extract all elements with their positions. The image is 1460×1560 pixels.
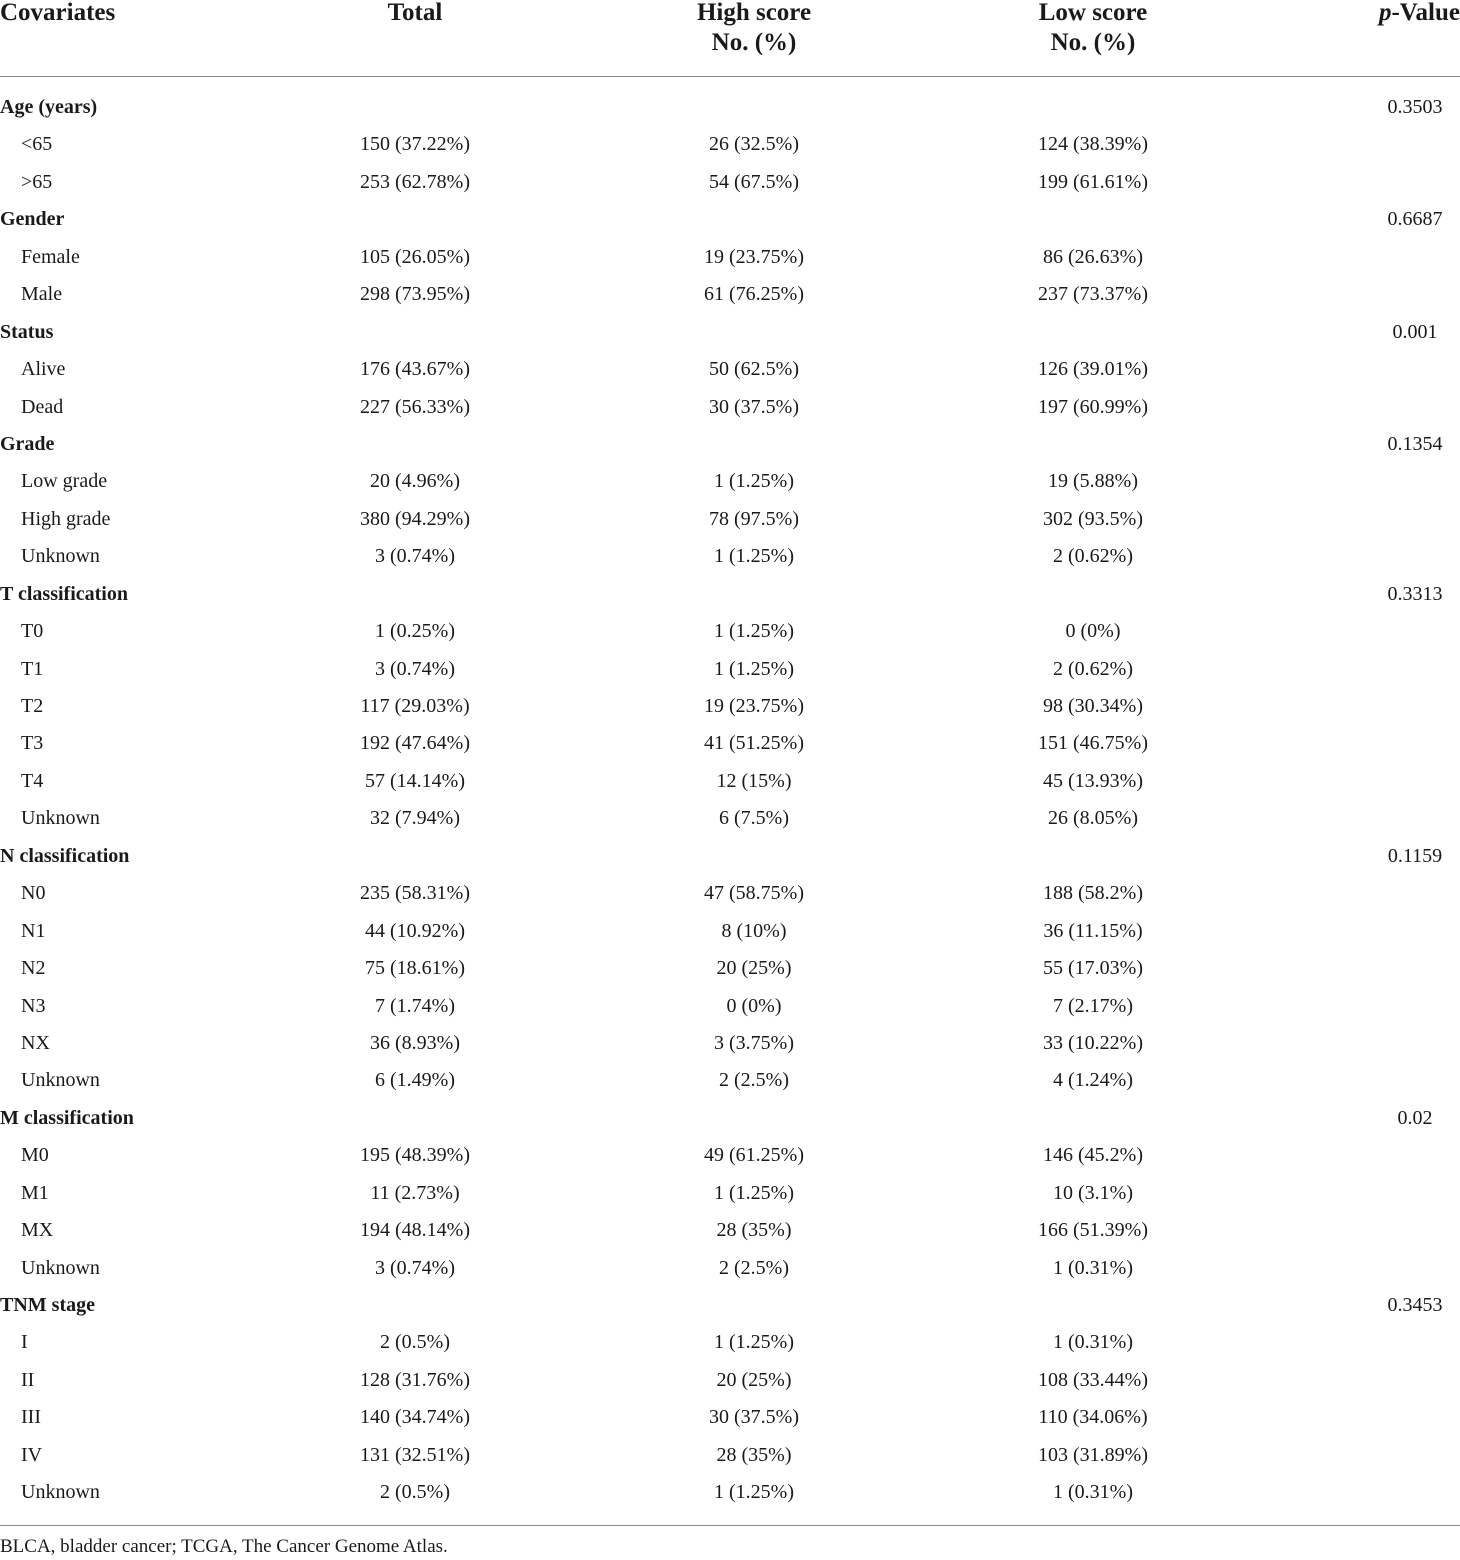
covariate-cell: Status	[0, 320, 54, 343]
covariate-cell: N3	[21, 994, 46, 1017]
covariate-cell: M classification	[0, 1106, 134, 1129]
p-value-cell: 0.001	[1392, 320, 1438, 343]
header-p-rest: -Value	[1391, 0, 1460, 26]
total-cell: 298 (73.95%)	[360, 283, 470, 306]
covariate-cell: Female	[21, 245, 80, 268]
covariate-cell: M0	[21, 1144, 49, 1167]
table-row	[0, 351, 1460, 388]
total-cell: 75 (18.61%)	[365, 957, 465, 980]
total-cell: 128 (31.76%)	[360, 1368, 470, 1391]
p-value-cell: 0.3313	[1387, 582, 1443, 605]
header-p-italic: p	[1378, 0, 1392, 26]
table-row	[0, 988, 1460, 1025]
covariate-cell: M1	[21, 1181, 49, 1204]
low-score-cell: 146 (45.2%)	[1043, 1144, 1143, 1167]
covariate-cell: Grade	[0, 432, 55, 455]
high-score-cell: 12 (15%)	[716, 769, 792, 792]
table-row	[0, 538, 1460, 575]
covariate-cell: Low grade	[21, 470, 108, 493]
total-cell: 194 (48.14%)	[360, 1219, 470, 1242]
high-score-cell: 8 (10%)	[721, 919, 787, 942]
total-cell: 1 (0.25%)	[375, 620, 455, 643]
low-score-cell: 55 (17.03%)	[1043, 957, 1143, 980]
low-score-cell: 199 (61.61%)	[1038, 170, 1148, 193]
table-header	[0, 0, 1460, 76]
high-score-cell: 30 (37.5%)	[709, 1406, 799, 1429]
header-high-score-line2: No. (%)	[711, 29, 797, 56]
table-row	[0, 1474, 1460, 1511]
high-score-cell: 54 (67.5%)	[709, 170, 799, 193]
total-cell: 11 (2.73%)	[370, 1181, 460, 1204]
high-score-cell: 20 (25%)	[716, 1368, 792, 1391]
high-score-cell: 0 (0%)	[726, 994, 782, 1017]
total-cell: 6 (1.49%)	[375, 1069, 455, 1092]
table-body	[0, 89, 1460, 1512]
covariate-cell: Dead	[21, 395, 64, 418]
high-score-cell: 6 (7.5%)	[719, 807, 789, 830]
table-row	[0, 239, 1460, 276]
covariate-cell: N0	[21, 882, 46, 905]
low-score-cell: 1 (0.31%)	[1053, 1331, 1133, 1354]
table-group-row	[0, 201, 1460, 238]
high-score-cell: 19 (23.75%)	[704, 245, 804, 268]
table-row	[0, 763, 1460, 800]
high-score-cell: 1 (1.25%)	[714, 620, 794, 643]
covariate-cell: T3	[21, 732, 44, 755]
total-cell: 7 (1.74%)	[375, 994, 455, 1017]
table-row	[0, 800, 1460, 837]
low-score-cell: 110 (34.06%)	[1038, 1406, 1148, 1429]
high-score-cell: 19 (23.75%)	[704, 695, 804, 717]
low-score-cell: 302 (93.5%)	[1043, 507, 1143, 530]
high-score-cell: 41 (51.25%)	[704, 732, 804, 755]
table-row	[0, 688, 1460, 725]
covariate-cell: T1	[21, 657, 44, 680]
footer-divider	[0, 1525, 1460, 1526]
high-score-cell: 78 (97.5%)	[709, 507, 799, 530]
low-score-cell: 36 (11.15%)	[1043, 919, 1143, 942]
low-score-cell: 124 (38.39%)	[1038, 133, 1148, 156]
table-row	[0, 1437, 1460, 1474]
table-row	[0, 1362, 1460, 1399]
table-row	[0, 1212, 1460, 1249]
low-score-cell: 108 (33.44%)	[1038, 1368, 1148, 1391]
low-score-cell: 197 (60.99%)	[1038, 395, 1148, 418]
low-score-cell: 151 (46.75%)	[1038, 732, 1148, 755]
table-group-row	[0, 426, 1460, 463]
p-value-cell: 0.3453	[1387, 1294, 1443, 1316]
low-score-cell: 10 (3.1%)	[1053, 1181, 1133, 1204]
total-cell: 105 (26.05%)	[360, 245, 470, 268]
covariate-cell: II	[21, 1368, 35, 1391]
low-score-cell: 86 (26.63%)	[1043, 245, 1143, 268]
high-score-cell: 47 (58.75%)	[704, 882, 804, 905]
low-score-cell: 7 (2.17%)	[1053, 994, 1133, 1017]
low-score-cell: 103 (31.89%)	[1038, 1443, 1148, 1466]
low-score-cell: 1 (0.31%)	[1053, 1256, 1133, 1279]
p-value-cell: 0.1159	[1387, 844, 1443, 867]
table-row	[0, 950, 1460, 987]
header-low-score	[1039, 0, 1148, 58]
table-row	[0, 1137, 1460, 1174]
covariate-cell: I	[21, 1331, 28, 1354]
total-cell: 131 (32.51%)	[360, 1443, 470, 1466]
table-row	[0, 463, 1460, 500]
header-high-score	[697, 0, 811, 58]
table-group-row	[0, 89, 1460, 126]
table-row	[0, 389, 1460, 426]
covariate-cell: Alive	[21, 358, 66, 381]
high-score-cell: 2 (2.5%)	[719, 1256, 789, 1279]
table-row	[0, 126, 1460, 163]
total-cell: 3 (0.74%)	[375, 657, 455, 680]
low-score-cell: 237 (73.37%)	[1038, 283, 1148, 306]
table-row	[0, 1062, 1460, 1099]
total-cell: 253 (62.78%)	[360, 170, 470, 193]
covariate-cell: Male	[21, 283, 63, 306]
total-cell: 140 (34.74%)	[360, 1406, 470, 1429]
header-low-score-line1: Low score	[1038, 0, 1148, 26]
high-score-cell: 49 (61.25%)	[704, 1144, 804, 1167]
total-cell: 3 (0.74%)	[375, 1256, 455, 1279]
total-cell: 57 (14.14%)	[365, 769, 465, 792]
p-value-cell: 0.1354	[1387, 432, 1443, 455]
total-cell: 195 (48.39%)	[360, 1144, 470, 1167]
table-row	[0, 1175, 1460, 1212]
high-score-cell: 61 (76.25%)	[704, 283, 804, 306]
high-score-cell: 28 (35%)	[716, 1443, 792, 1466]
total-cell: 235 (58.31%)	[360, 882, 470, 905]
table-row	[0, 1324, 1460, 1361]
header-high-score-line1: High score	[696, 0, 812, 26]
total-cell: 2 (0.5%)	[380, 1481, 450, 1504]
table-row	[0, 651, 1460, 688]
high-score-cell: 1 (1.25%)	[714, 545, 794, 568]
low-score-cell: 98 (30.34%)	[1043, 695, 1143, 717]
covariate-cell: N1	[21, 919, 46, 942]
low-score-cell: 19 (5.88%)	[1048, 470, 1138, 493]
table-row	[0, 276, 1460, 313]
table-group-row	[0, 314, 1460, 351]
covariate-cell: T classification	[0, 582, 128, 605]
low-score-cell: 126 (39.01%)	[1038, 358, 1148, 381]
total-cell: 20 (4.96%)	[370, 470, 460, 493]
high-score-cell: 2 (2.5%)	[719, 1069, 789, 1092]
total-cell: 44 (10.92%)	[365, 919, 465, 942]
covariate-cell: Age (years)	[0, 96, 98, 118]
covariate-cell: MX	[21, 1219, 54, 1242]
p-value-cell: 0.02	[1397, 1106, 1433, 1129]
total-cell: 192 (47.64%)	[360, 732, 470, 755]
high-score-cell: 1 (1.25%)	[714, 1331, 794, 1354]
low-score-cell: 26 (8.05%)	[1048, 807, 1138, 830]
covariate-cell: Unknown	[21, 1256, 100, 1279]
high-score-cell: 20 (25%)	[716, 957, 792, 980]
covariate-cell: IV	[21, 1443, 43, 1466]
covariate-cell: III	[21, 1406, 41, 1429]
p-value-cell: 0.6687	[1387, 208, 1443, 231]
low-score-cell: 4 (1.24%)	[1053, 1069, 1133, 1092]
high-score-cell: 3 (3.75%)	[714, 1031, 794, 1054]
total-cell: 2 (0.5%)	[380, 1331, 450, 1354]
table-group-row	[0, 838, 1460, 875]
covariate-cell: N classification	[0, 844, 130, 867]
total-cell: 117 (29.03%)	[360, 695, 470, 717]
low-score-cell: 188 (58.2%)	[1043, 882, 1143, 905]
high-score-cell: 28 (35%)	[716, 1219, 792, 1242]
covariate-cell: N2	[21, 957, 46, 980]
table-group-row	[0, 576, 1460, 613]
total-cell: 150 (37.22%)	[360, 133, 470, 156]
covariate-cell: T0	[21, 620, 44, 643]
covariate-cell: >65	[21, 170, 53, 193]
covariate-cell: Gender	[0, 208, 65, 231]
table-row	[0, 1025, 1460, 1062]
header-divider	[0, 76, 1460, 77]
covariate-cell: Unknown	[21, 1481, 100, 1504]
header-covariates: Covariates	[0, 0, 116, 26]
table-row	[0, 725, 1460, 762]
table-row	[0, 501, 1460, 538]
low-score-cell: 2 (0.62%)	[1053, 657, 1133, 680]
high-score-cell: 26 (32.5%)	[709, 133, 799, 156]
covariate-cell: <65	[21, 133, 53, 156]
covariate-cell: Unknown	[21, 807, 100, 830]
table-footnote: BLCA, bladder cancer; TCGA, The Cancer Genome Atlas.	[0, 1536, 448, 1557]
table-row	[0, 1399, 1460, 1436]
high-score-cell: 1 (1.25%)	[714, 470, 794, 493]
table-row	[0, 913, 1460, 950]
p-value-cell: 0.3503	[1387, 96, 1443, 118]
low-score-cell: 33 (10.22%)	[1043, 1031, 1143, 1054]
covariate-cell: TNM stage	[0, 1294, 95, 1316]
low-score-cell: 166 (51.39%)	[1038, 1219, 1148, 1242]
high-score-cell: 1 (1.25%)	[714, 657, 794, 680]
high-score-cell: 1 (1.25%)	[714, 1181, 794, 1204]
header-p-value	[1379, 0, 1460, 28]
table-row	[0, 1250, 1460, 1287]
table-group-row	[0, 1287, 1460, 1324]
high-score-cell: 1 (1.25%)	[714, 1481, 794, 1504]
covariate-cell: NX	[21, 1031, 50, 1054]
covariate-cell: Unknown	[21, 1069, 100, 1092]
header-low-score-line2: No. (%)	[1050, 29, 1136, 56]
covariate-cell: T4	[21, 769, 44, 792]
table-row	[0, 613, 1460, 650]
high-score-cell: 50 (62.5%)	[709, 358, 799, 381]
low-score-cell: 45 (13.93%)	[1043, 769, 1143, 792]
covariate-cell: T2	[21, 695, 44, 717]
total-cell: 32 (7.94%)	[370, 807, 460, 830]
covariate-cell: High grade	[21, 507, 111, 530]
low-score-cell: 0 (0%)	[1065, 620, 1121, 643]
low-score-cell: 2 (0.62%)	[1053, 545, 1133, 568]
table-row	[0, 164, 1460, 201]
high-score-cell: 30 (37.5%)	[709, 395, 799, 418]
header-total: Total	[387, 0, 443, 26]
low-score-cell: 1 (0.31%)	[1053, 1481, 1133, 1504]
table-group-row	[0, 1100, 1460, 1137]
total-cell: 36 (8.93%)	[370, 1031, 460, 1054]
total-cell: 3 (0.74%)	[375, 545, 455, 568]
total-cell: 380 (94.29%)	[360, 507, 470, 530]
total-cell: 227 (56.33%)	[360, 395, 470, 418]
covariate-cell: Unknown	[21, 545, 100, 568]
total-cell: 176 (43.67%)	[360, 358, 470, 381]
table-row	[0, 875, 1460, 912]
